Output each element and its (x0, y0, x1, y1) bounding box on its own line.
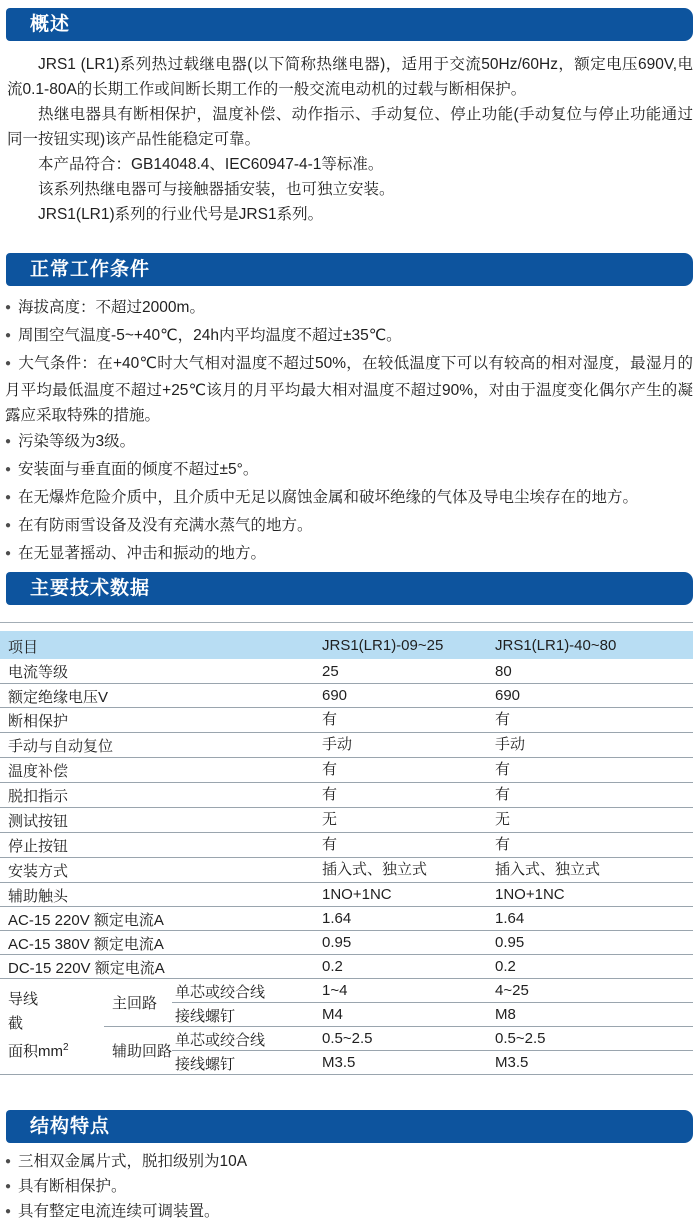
row-value: 无 (322, 807, 495, 832)
row-label: 手动与自动复位 (0, 732, 322, 757)
row-value: 有 (495, 757, 693, 782)
section-banner-conditions: 正常工作条件 (6, 253, 693, 286)
feature-item (5, 1151, 693, 1175)
wire-row-value: 1~4 (322, 978, 495, 1002)
row-value: 0.2 (322, 954, 495, 978)
row-value: 25 (322, 659, 495, 683)
wire-row-value: M4 (322, 1002, 495, 1026)
row-value: 手动 (495, 732, 693, 757)
condition-item (5, 485, 693, 512)
row-value: 0.95 (322, 930, 495, 954)
row-label: 辅助触头 (0, 882, 322, 906)
table-row (0, 732, 693, 757)
row-value: 插入式、独立式 (322, 857, 495, 882)
row-value: 有 (322, 757, 495, 782)
features-list (0, 1143, 700, 1225)
condition-text: 污染等级为3级。 (18, 433, 136, 450)
row-value: 0.95 (495, 930, 693, 954)
overview-paragraph: 该系列热继电器可与接触器插安装，也可独立安装。 (38, 181, 395, 198)
condition-text: 大气条件：在+40℃时大气相对温度不超过50%，在较低温度下可以有较高的相对湿度，最湿月的月平均最低温度不超过+25℃该月的月平均最大相对温度不超过90%，对由于温度变化偶尔产生的凝露应采取特殊的措施。 (5, 355, 693, 424)
bullet-icon: ● (5, 1205, 12, 1217)
wire-section-label: 导线 截 面积$mm^2$ (0, 978, 104, 1074)
feature-item (5, 1176, 693, 1200)
condition-text: 在无爆炸危险介质中，且介质中无足以腐蚀金属和破坏绝缘的气体及导电尘埃存在的地方。 (18, 489, 639, 506)
row-label: 停止按钮 (0, 832, 322, 857)
row-value: 690 (495, 683, 693, 707)
row-label: 温度补偿 (0, 757, 322, 782)
tech-data-table (0, 631, 693, 1075)
condition-item (5, 323, 693, 350)
row-value: 有 (322, 832, 495, 857)
table-row (0, 832, 693, 857)
feature-item (5, 1201, 693, 1225)
wire-row-value: 4~25 (495, 978, 693, 1002)
table-top-rule (0, 622, 693, 623)
feature-text: 三相双金属片式，脱扣级别为10A (18, 1152, 248, 1170)
table-header-row (0, 631, 693, 659)
row-label: AC-15 220V 额定电流A (0, 906, 322, 930)
row-value: 有 (322, 782, 495, 807)
bullet-icon: ● (5, 358, 12, 369)
bullet-icon: ● (5, 464, 12, 475)
table-row (0, 757, 693, 782)
overview-paragraph: 本产品符合：GB14048.4、IEC60947-4-1等标准。 (38, 156, 384, 173)
wire-row-value: M3.5 (495, 1050, 693, 1074)
condition-item (5, 429, 693, 456)
row-value: 无 (495, 807, 693, 832)
table-row (0, 954, 693, 978)
row-label: 安装方式 (0, 857, 322, 882)
row-label: 断相保护 (0, 707, 322, 732)
wire-row-label: 接线螺钉 (172, 1002, 322, 1026)
table-row (0, 930, 693, 954)
wire-table-row (0, 978, 693, 1002)
bullet-icon: ● (5, 436, 12, 447)
condition-text: 周围空气温度-5~+40℃，24h内平均温度不超过±35℃。 (18, 327, 402, 344)
wire-group-label: 辅助回路 (104, 1026, 172, 1074)
wire-table-row (0, 1026, 693, 1050)
overview-paragraph: JRS1(LR1)系列的行业代号是JRS1系列。 (38, 206, 324, 223)
table-row (0, 707, 693, 732)
wire-row-label: 单芯或绞合线 (172, 978, 322, 1002)
condition-item (5, 351, 693, 428)
table-row (0, 659, 693, 683)
column-header-model-2: JRS1(LR1)-40~80 (495, 631, 693, 659)
wire-row-value: 0.5~2.5 (495, 1026, 693, 1050)
row-label: DC-15 220V 额定电流A (0, 954, 322, 978)
row-value: 690 (322, 683, 495, 707)
condition-item (5, 457, 693, 484)
wire-row-value: M3.5 (322, 1050, 495, 1074)
overview-paragraph: JRS1 (LR1)系列热过载继电器(以下简称热继电器)，适用于交流50Hz/60Hz，额定电压690V,电流0.1-80A的长期工作或间断长期工作的一般交流电动机的过载与断相保护。 (7, 56, 693, 98)
condition-text: 在有防雨雪设备及没有充满水蒸气的地方。 (18, 517, 313, 534)
row-label: 额定绝缘电压V (0, 683, 322, 707)
row-value: 0.2 (495, 954, 693, 978)
row-value: 插入式、独立式 (495, 857, 693, 882)
conditions-list (0, 286, 700, 568)
bullet-icon: ● (5, 1155, 12, 1167)
row-value: 手动 (322, 732, 495, 757)
column-header-item: 项目 (0, 631, 322, 659)
table-row (0, 857, 693, 882)
bullet-icon: ● (5, 548, 12, 559)
wire-row-label: 接线螺钉 (172, 1050, 322, 1074)
row-label: 电流等级 (0, 659, 322, 683)
row-value: 1NO+1NC (322, 882, 495, 906)
row-value: 有 (322, 707, 495, 732)
row-label: 测试按钮 (0, 807, 322, 832)
bullet-icon: ● (5, 520, 12, 531)
feature-text: 具有断相保护。 (18, 1177, 127, 1195)
table-row (0, 807, 693, 832)
table-row (0, 882, 693, 906)
bullet-icon: ● (5, 302, 12, 313)
row-value: 80 (495, 659, 693, 683)
column-header-model-1: JRS1(LR1)-09~25 (322, 631, 495, 659)
condition-item (5, 513, 693, 540)
bullet-icon: ● (5, 330, 12, 341)
condition-item (5, 541, 693, 568)
table-row (0, 906, 693, 930)
wire-row-label: 单芯或绞合线 (172, 1026, 322, 1050)
row-value: 有 (495, 782, 693, 807)
row-label: AC-15 380V 额定电流A (0, 930, 322, 954)
wire-group-label: 主回路 (104, 978, 172, 1026)
row-value: 1.64 (495, 906, 693, 930)
section-banner-features: 结构特点 (6, 1110, 693, 1143)
wire-row-value: M8 (495, 1002, 693, 1026)
row-value: 有 (495, 832, 693, 857)
table-row (0, 683, 693, 707)
row-label: 脱扣指示 (0, 782, 322, 807)
overview-paragraphs (0, 41, 700, 227)
row-value: 1NO+1NC (495, 882, 693, 906)
row-value: 有 (495, 707, 693, 732)
condition-text: 在无显著摇动、冲击和振动的地方。 (18, 545, 267, 562)
condition-item (5, 295, 693, 322)
row-value: 1.64 (322, 906, 495, 930)
wire-row-value: 0.5~2.5 (322, 1026, 495, 1050)
table-row (0, 782, 693, 807)
bullet-icon: ● (5, 492, 12, 503)
feature-text: 具有整定电流连续可调装置。 (18, 1202, 220, 1220)
bullet-icon: ● (5, 1180, 12, 1192)
condition-text: 海拔高度：不超过2000m。 (18, 299, 205, 316)
overview-paragraph: 热继电器具有断相保护，温度补偿、动作指示、手动复位、停止功能(手动复位与停止功能通过同一按钮实现)该产品性能稳定可靠。 (7, 106, 693, 148)
condition-text: 安装面与垂直面的倾度不超过±5°。 (18, 461, 259, 478)
section-banner-overview: 概述 (6, 8, 693, 41)
section-banner-tech-data: 主要技术数据 (6, 572, 693, 605)
